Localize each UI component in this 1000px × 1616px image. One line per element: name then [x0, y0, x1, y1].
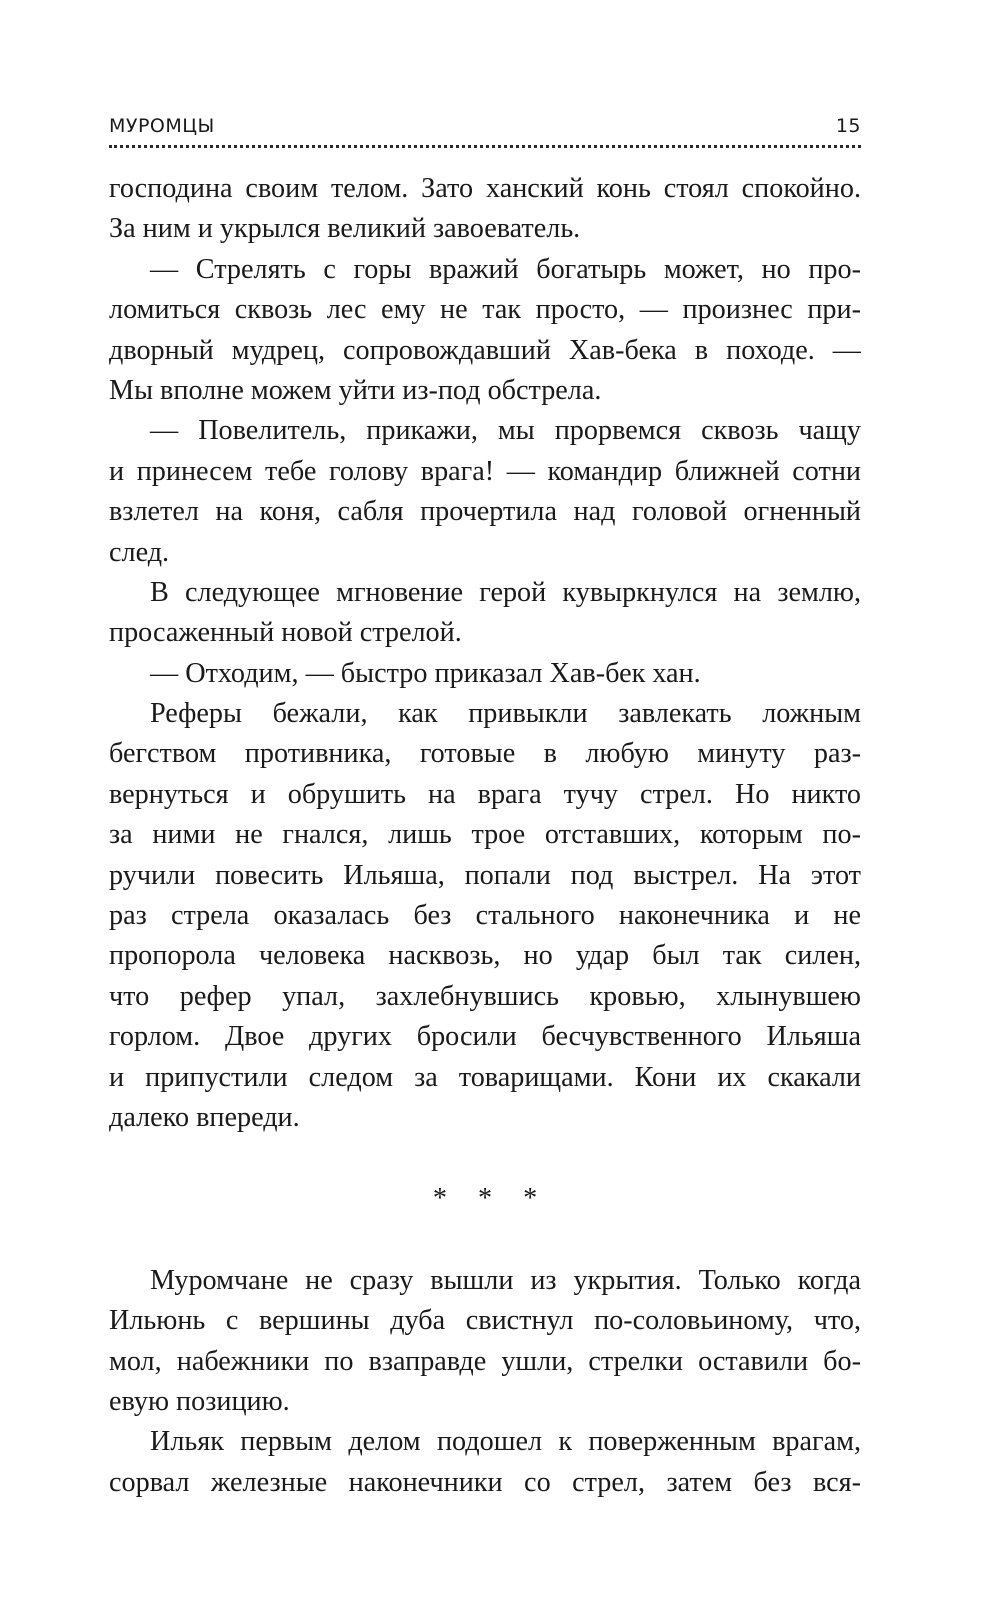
paragraph: [109, 411, 861, 573]
text-line: что рефер упал, захлебнувшись кровью, хлынувшею: [109, 980, 861, 1012]
text-line: дворный мудрец, сопровождавший Хав-бека в походе. —: [109, 334, 861, 366]
text-line: Ильяк первым делом подошел к поверженным врагам,: [150, 1426, 861, 1458]
book-title: МУРОМЦЫ: [109, 115, 215, 137]
text-line: мол, набежники по взаправде ушли, стрелки оставили бо-: [109, 1345, 861, 1377]
page-number: 15: [835, 115, 861, 137]
text-line: Ильюнь с вершины дуба свистнул по-соловьиному, что,: [109, 1305, 861, 1337]
paragraph: [109, 1422, 861, 1503]
text-line: далеко впереди.: [109, 1101, 300, 1133]
text-line: и припустили следом за товарищами. Кони их скакали: [109, 1061, 861, 1093]
text-line: Реферы бежали, как привыкли завлекать ложным: [150, 698, 861, 730]
text-line: сорвал железные наконечники со стрел, затем без вся-: [109, 1466, 861, 1498]
paragraph: [109, 169, 861, 250]
running-header: [109, 113, 861, 139]
text-line: — Повелитель, прикажи, мы прорвемся сквозь чащу: [150, 415, 861, 447]
text-line: вернуться и обрушить на врага тучу стрел. Но никто: [109, 778, 861, 810]
text-line: За ним и укрылся великий завоеватель.: [109, 213, 581, 245]
paragraph: [109, 694, 861, 1138]
text-line: В следующее мгновение герой кувыркнулся на землю,: [150, 576, 861, 608]
paragraph: [109, 250, 861, 412]
text-line: просаженный новой стрелой.: [109, 617, 462, 649]
header-dotted-rule: [109, 145, 861, 148]
text-line: — Отходим, — быстро приказал Хав-бек хан.: [150, 657, 701, 689]
section-separator: * * *: [432, 1183, 550, 1215]
text-line: ломиться сквозь лес ему не так просто, — произнес при-: [109, 294, 861, 326]
paragraph: [109, 573, 861, 654]
text-line: Муромчане не сразу вышли из укрытия. Только когда: [150, 1264, 861, 1296]
text-line: Мы вполне можем уйти из-под обстрела.: [109, 374, 602, 406]
page-text: [109, 169, 861, 1503]
text-line: горлом. Двое других бросили бесчувственного Ильяша: [109, 1021, 861, 1053]
text-line: раз стрела оказалась без стального наконечника и не: [109, 900, 861, 932]
text-line: след.: [109, 536, 170, 568]
text-line: пропорола человека насквозь, но удар был так силен,: [109, 940, 861, 972]
text-line: ручили повесить Ильяша, попали под выстрел. На этот: [109, 859, 861, 891]
text-line: взлетел на коня, сабля прочертила над головой огненный: [109, 496, 861, 528]
text-line: и принесем тебе голову врага! — командир ближней сотни: [109, 455, 861, 487]
paragraph: [109, 1261, 861, 1423]
text-line: господина своим телом. Зато ханский конь стоял спокойно.: [109, 173, 861, 204]
text-line: — Стрелять с горы вражий богатырь может, но про-: [150, 253, 861, 285]
paragraph: [109, 654, 861, 694]
text-line: евую позицию.: [109, 1385, 290, 1417]
text-line: бегством противника, готовые в любую минуту раз-: [109, 738, 861, 770]
text-line: за ними не гнался, лишь трое отставших, которым по-: [109, 819, 861, 851]
